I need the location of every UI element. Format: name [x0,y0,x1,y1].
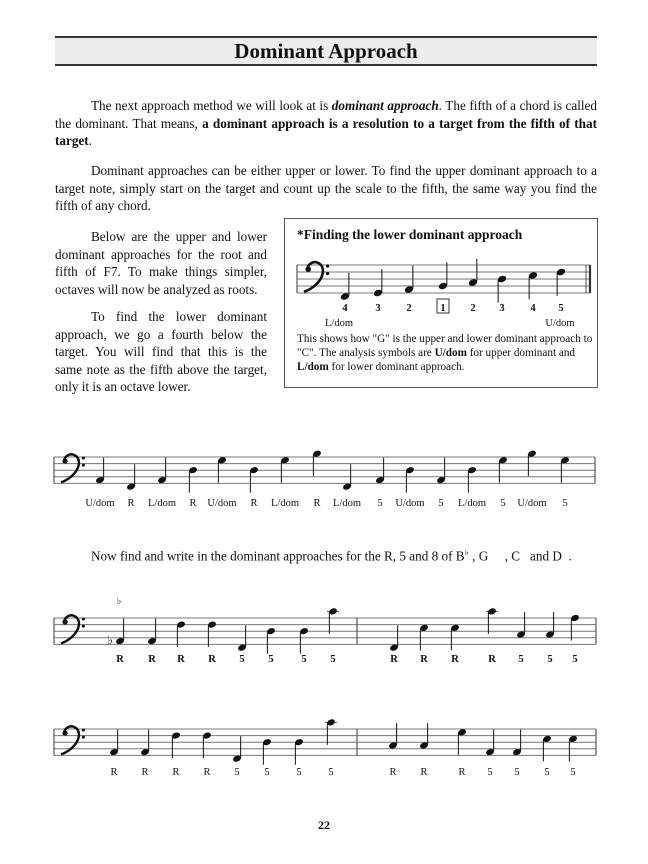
analysis-label: 5 [514,767,520,778]
analysis-label: R [313,498,321,509]
analysis-label: R [389,767,397,778]
analysis-label: 5 [268,654,274,665]
analysis-label: R [390,654,398,665]
text: To find the lower dominant approach, we go a fourth below the target. You will find that this is the same note as the fifth above the target, only it is an octave lower. [55,309,267,394]
analysis-label: 5 [328,767,334,778]
analysis-label: R [110,767,118,778]
text: Below are the upper and lower dominant approaches for the root and fifth of F7. To make things simpler, octaves will now be analyzed as roots. [55,229,267,297]
analysis-label: 5 [547,654,553,665]
page-number: 22 [318,818,330,832]
analysis-label: L/dom [271,498,299,509]
flat-accidental-icon: ♭ [107,633,114,648]
analysis-label: R [250,498,258,509]
analysis-label: 5 [239,654,245,665]
scale-degree-number: 2 [406,303,412,314]
bass-clef-icon [61,615,85,643]
scale-degree-number: 1 [440,303,446,314]
analysis-label: 5 [438,498,444,509]
text: for lower dominant approach. [328,361,465,373]
udom-symbol: U/dom [434,347,467,359]
analysis-label: R [148,654,156,665]
analysis-label: 5 [572,654,578,665]
analysis-label: 5 [570,767,576,778]
ldom-label: L/dom [325,318,353,329]
analysis-label: 5 [487,767,493,778]
box-title: *Finding the lower dominant approach [297,227,523,242]
analysis-label: R [172,767,180,778]
exercise-staff-2 [54,718,596,778]
analysis-label: R [177,654,185,665]
scale-degree-number: 4 [342,303,348,314]
analysis-label: R [116,654,124,665]
scale-degree-number: 2 [470,303,476,314]
bass-clef-icon [61,454,85,482]
analysis-label: L/dom [333,498,361,509]
term-dominant-approach: dominant approach [331,98,439,113]
analysis-label: R [420,767,428,778]
analysis-label: 5 [301,654,307,665]
analysis-label: R [189,498,197,509]
analysis-label: U/dom [517,498,547,509]
analysis-label: R [451,654,459,665]
analysis-label: L/dom [458,498,486,509]
text: Dominant approaches can be either upper or lower. To find the upper dominant approach to a target note, simply start on the target and count up the scale to the fifth, the same way you find the fifth of any chord. [55,163,597,213]
analysis-label: U/dom [207,498,237,509]
scale-degree-number: 5 [558,303,564,314]
analysis-label: 5 [562,498,568,509]
analysis-label: 5 [330,654,336,665]
analysis-label: R [127,498,135,509]
analysis-label: 5 [377,498,383,509]
analysis-label: R [203,767,211,778]
analysis-label: U/dom [85,498,115,509]
text: This shows how "G" is the upper and lower dominant approach to "C". The analysis symbols are [297,333,593,359]
analysis-label: 5 [544,767,550,778]
text: Now find and write in the dominant approaches for the R, 5 and 8 of B [91,548,465,564]
analysis-label: 5 [518,654,524,665]
text: , G , C and D . [468,548,572,564]
analysis-label: R [208,654,216,665]
analysis-label: R [141,767,149,778]
analysis-label: 5 [234,767,240,778]
scale-degree-number: 3 [499,303,505,314]
scale-degree-number: 4 [530,303,536,314]
flat-marker: ♭ [116,596,122,607]
example-staff [297,259,590,329]
analysis-label: L/dom [148,498,176,509]
scale-degree-number: 3 [375,303,381,314]
udom-label: U/dom [545,318,575,329]
text: for upper dominant and [466,347,576,359]
definition-bold: a dominant approach is a resolution to a target from the fifth of that target [55,115,597,148]
analysis-label: 5 [500,498,506,509]
analysis-label: 5 [296,767,302,778]
exercise-staff-1 [54,596,596,665]
page-title: Dominant Approach [234,39,418,63]
ldom-symbol: L/dom [297,361,329,373]
f7-staff [54,449,595,509]
bass-clef-icon [61,726,85,754]
analysis-label: 5 [264,767,270,778]
analysis-label: R [420,654,428,665]
text: The next approach method we will look at is [91,98,332,113]
analysis-label: R [488,654,496,665]
bass-clef-icon [304,262,329,292]
flat-symbol: ♭ [464,547,469,557]
text: . The fifth of a chord is called the dominant. That means, [55,98,597,131]
text: . [88,133,92,148]
analysis-label: U/dom [395,498,425,509]
analysis-label: R [458,767,466,778]
